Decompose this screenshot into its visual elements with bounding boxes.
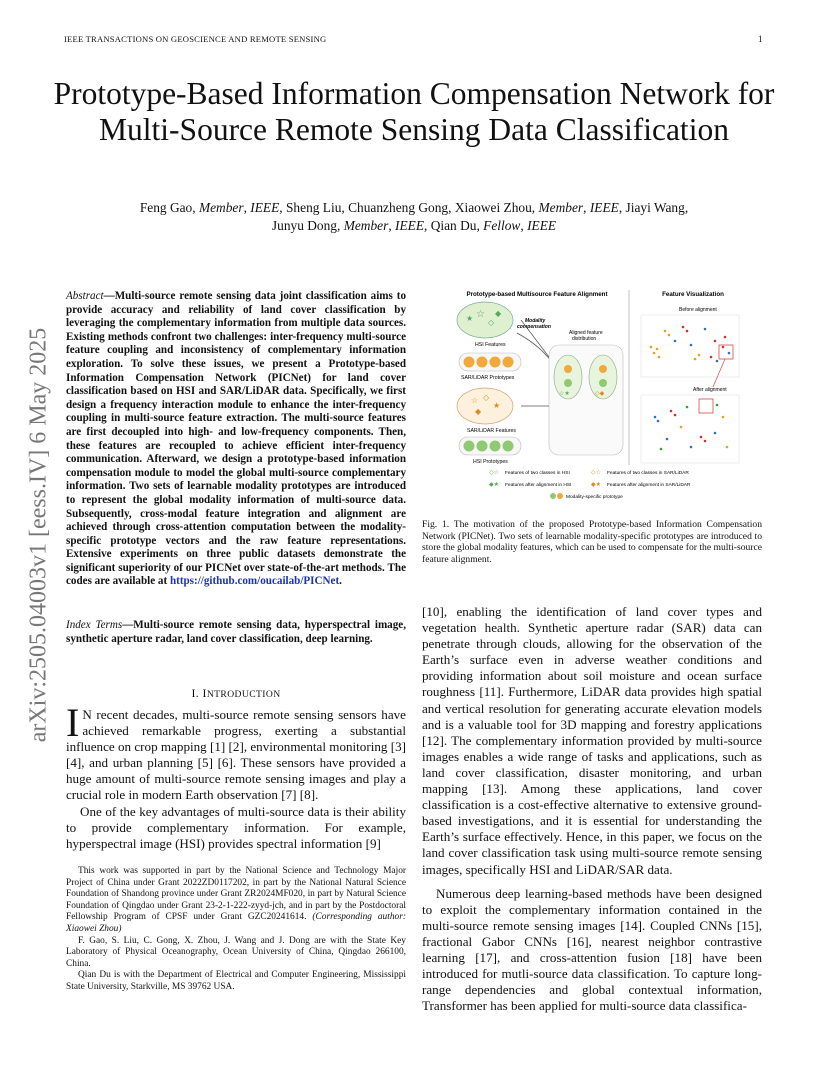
legend-item-3: Features after alignment in HSI [505, 483, 572, 488]
prototype-dot [477, 441, 488, 452]
after-scatter [641, 395, 739, 463]
label-aligned-2: distribution [572, 336, 597, 342]
prototype-dot [599, 379, 607, 387]
figure-1 [455, 287, 743, 503]
index-terms-label: Index Terms [66, 619, 123, 631]
legend-symbol: ◇☆ [489, 470, 499, 476]
footnote-funding: This work was supported in part by the National Science and Technology Major Project of China under Grant 2022ZD0117202, in part by the National Natural Science Foundation of Shandong province under Grant ZR2024MF020, in part by Natural Science Foundation of Qingdao under Grant 23-2-1-222-zyyd-jch, and in part by the Postdoctoral Fellowship Program of CPSF under Grant GZC20241614. (Corresponding author: Xiaowei Zhou) [66, 866, 406, 934]
introduction-text [66, 700, 406, 852]
prototype-dot [490, 441, 501, 452]
right-paragraph-2: Numerous deep learning-based methods have been designed to exploit the complementary information contained in the multi-source remote sensing images [14]. Coupled CNNs [15], fractional Gabor CNNs [16], nearest neighbor contrastive learning [17], and cross-attention fusion [18] have been introduced for mutli-source data classification. To capture long-range dependencies and global contextual information, Transformer has been applied for multi-source data classifica- [422, 885, 762, 1014]
before-scatter [641, 315, 739, 377]
legend-symbol: ◆★ [489, 482, 499, 488]
footnotes [66, 866, 406, 994]
index-terms-text: —Multi-source remote sensing data, hyperspectral image, synthetic aperture radar, land cover classification, deep learning. [66, 619, 406, 645]
prototype-dot [503, 357, 514, 368]
prototype-dot [503, 441, 514, 452]
author-list: Feng Gao, Member, IEEE, Sheng Liu, Chuanzheng Gong, Xiaowei Zhou, Member, IEEE, Jiayi Wang, Junyu Dong, Member, IEEE, Qian Du, Fellow, IEEE [139, 200, 689, 233]
figure-1-diagram [455, 287, 743, 503]
label-aligned-1: Aligned feature [569, 330, 603, 336]
abstract: Abstract—Multi-source remote sensing data joint classification aims to provide accuracy and reliability of land cover classification by leveraging the complementary information from multiple data sources. Existing methods confront two challenges: inter-frequency multi-source feature coupling and inconsistency of complementary information exploration. To solve these issues, we present a Prototype-based Information Compensation Network (PICNet) for land cover classification based on HSI and SAR/LiDAR data. Specifically, we first design a frequency interaction module to enhance the inter-frequency coupling in multi-source feature extraction. The multi-source features are first decoupled into high- and low-frequency components. Then, these features are recoupled to achieve efficient inter-frequency communication. Afterward, we design a prototype-based information compensation module to model the global multi-source complementary information. Two sets of learnable modality prototypes are introduced to represent the global modality information of multi-source data. Subsequently, cross-modal feature integration and alignment are achieved through cross-attention computation between the modality-specific prototype vectors and the raw feature representations. Extensive experiments on three public datasets demonstrate the significant superiority of our PICNet over state-of-the-art methods. The codes are available at https://github.com/oucailab/PICNet. [66, 290, 406, 588]
legend-item-5: Modality-specific prototype [566, 495, 623, 500]
figure-caption: Fig. 1. The motivation of the proposed Prototype-based Information Compensation Network (PICNet). Two sets of learnable modality-specific prototypes are introduced to store the global modality features, which can be used to compensate for the multi-source feature alignment. [422, 519, 762, 565]
diamond-glyph: ◇ [488, 318, 495, 327]
label-hsi-features: HSI Features [475, 342, 506, 348]
diamond-glyph: ◆ [495, 309, 502, 318]
intro-paragraph-2: One of the key advantages of multi-source data is their ability to provide complementary information. For example, hyperspectral image (HSI) provides spectral information [9] [66, 803, 406, 851]
diamond-glyph: ◆ [475, 407, 482, 416]
legend-symbol: ◆★ [591, 482, 601, 488]
prototype-dot [564, 365, 572, 373]
star-glyph: ☆ [471, 396, 479, 405]
section-heading: I. INTRODUCTION [191, 686, 281, 700]
right-column-text [422, 604, 762, 1014]
figure-panel-left-title: Prototype-based Multisource Feature Alignment [466, 291, 608, 298]
arxiv-sidebar [25, 300, 52, 770]
right-paragraph-1: [10], enabling the identification of land cover types and vegetation health. Synthetic aperture radar (SAR) data can penetrate through clouds, allowing for the observation of the Earth’s surface even in adverse weather conditions and providing information about soil moisture and ocean surface roughness [11]. Furthermore, LiDAR data provides high spatial and vertical resolution for generating accurate elevation models and is a valuable tool for 3D mapping and forestry applications [12]. The complementary information provided by multi-source images enables a wide range of tasks and applications, such as land cover classification, disaster monitoring, and urban mapping [13]. Among these applications, land cover classification is a cost-effective alternative to extensive ground-based investigations, and it is essential for understanding the Earth’s surface effectively. Hence, in this paper, we focus on the land cover classification task using multi-source remote sensing images, specifically HSI and LiDAR/SAR data. [422, 604, 762, 877]
star-glyph: ★ [493, 401, 501, 410]
intro-paragraph-1: I N recent decades, multi-source remote sensing sensors have achieved remarkable progress, exerting a substantial influence on crop mapping [1] [2], environmental monitoring [3] [4], and urban planning [5] [6]. These sensors have provided a huge amount of multi-source remote sensing images and play a crucial role in modern Earth observation [7] [8]. [66, 700, 406, 803]
index-terms [66, 619, 406, 646]
prototype-dot [599, 365, 607, 373]
prototype-dot [490, 357, 501, 368]
legend-prototype-dot [557, 493, 563, 499]
legend-item-1: Features of two classes in HSI [505, 471, 570, 476]
abstract-label: Abstract [66, 290, 104, 302]
label-modality-compensation-2: compensation [517, 324, 551, 330]
label-modality-compensation-1: Modality [525, 318, 546, 324]
label-before-alignment: Before alignment [679, 307, 717, 313]
legend-symbol: ◇☆ [591, 470, 601, 476]
label-after-alignment: After alignment [693, 387, 727, 393]
abstract-text: —Multi-source remote sensing data joint classification aims to provide accuracy and reliability of land cover classification by leveraging the complementary information from multiple data sources. Existing methods confront two challenges: inter-frequency multi-source feature coupling and inconsistency of complementary information exploration. To solve these issues, we present a Prototype-based Information Compensation Network (PICNet) for land cover classification based on HSI and SAR/LiDAR data. Specifically, we first design a frequency interaction module to enhance the inter-frequency coupling in multi-source feature extraction. The multi-source features are first decoupled into high- and low-frequency components. Then, these features are recoupled to achieve efficient inter-frequency communication. Afterward, we design a prototype-based information compensation module to model the global multi-source complementary information. Two sets of learnable modality prototypes are introduced to represent the global modality information of multi-source data. Subsequently, cross-modal feature integration and alignment are achieved through cross-attention computation between the modality-specific prototype vectors and the raw feature representations. Extensive experiments on three public datasets demonstrate the significant superiority of our PICNet over state-of-the-art methods. The codes are available at [66, 290, 406, 588]
star-glyph: ☆ [476, 309, 485, 320]
running-header: IEEE TRANSACTIONS ON GEOSCIENCE AND REMOTE SENSING [64, 34, 327, 44]
drop-cap: I [66, 700, 80, 745]
page-number: 1 [758, 34, 763, 44]
legend-item-4: Features after alignment in SAR/LiDAR [607, 483, 691, 488]
prototype-dot [464, 441, 475, 452]
star-glyph: ★ [466, 314, 474, 323]
footnote-affiliation-2: Qian Du is with the Department of Electrical and Computer Engineering, Mississippi State University, Starkville, MS 39762 USA. [66, 970, 406, 992]
legend-prototype-dot [550, 493, 556, 499]
diamond-glyph: ◇ [483, 393, 490, 402]
prototype-dot [477, 357, 488, 368]
diamond-glyph: ◇◆ [595, 391, 605, 397]
arxiv-identifier: arXiv:2505.04003v1 [eess.IV] 6 May 2025 [25, 327, 52, 743]
label-sar-features: SAR/LiDAR Features [467, 428, 517, 434]
star-glyph: ☆★ [559, 391, 570, 397]
paper-title: Prototype-Based Information Compensation Network for Multi-Source Remote Sensing Data Classification [53, 76, 775, 147]
code-link[interactable]: https://github.com/oucailab/PICNet [169, 575, 340, 588]
prototype-dot [464, 357, 475, 368]
figure-panel-right-title: Feature Visualization [662, 291, 724, 298]
label-sar-prototypes: SAR/LiDAR Prototypes [461, 375, 515, 381]
label-hsi-prototypes: HSI Prototypes [473, 459, 508, 465]
legend-item-2: Features of two classes in SAR/LiDAR [607, 471, 689, 476]
prototype-dot [564, 379, 572, 387]
footnote-affiliation-1: F. Gao, S. Liu, C. Gong, X. Zhou, J. Wang and J. Dong are with the State Key Laboratory of Physical Oceanography, Ocean University of China, Qingdao 266100, China. [66, 935, 406, 969]
